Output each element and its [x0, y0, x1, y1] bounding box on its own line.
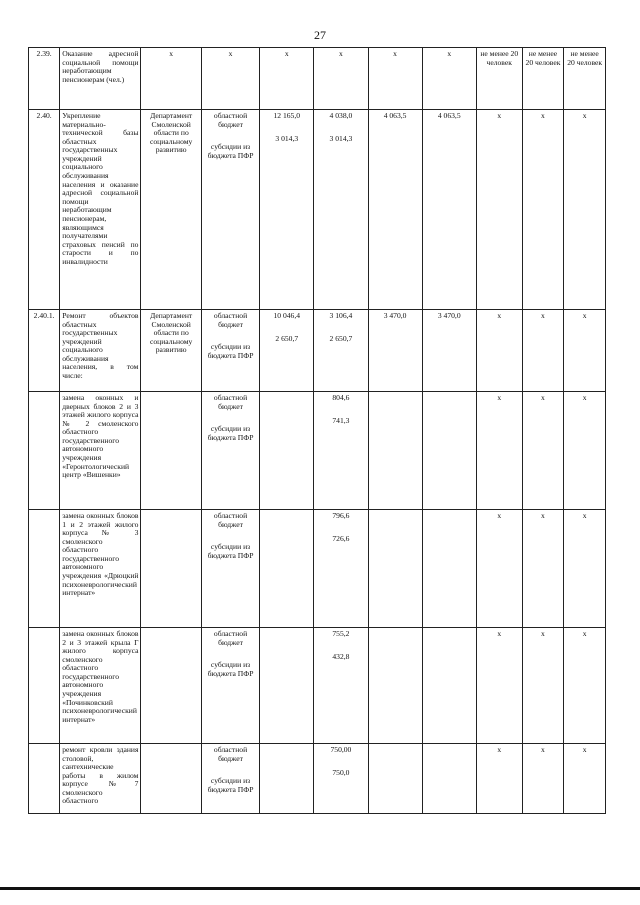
cell-indicator-1 — [476, 628, 522, 744]
bottom-rule — [0, 887, 640, 890]
cell-executor — [141, 744, 201, 814]
table-row — [29, 510, 606, 628]
cell-year-2 — [368, 628, 422, 744]
cell-source-text: областной бюджет — [213, 745, 248, 763]
cell-source — [201, 110, 259, 310]
cell-indicator-3-text: х — [582, 511, 587, 520]
cell-year-1-text: х — [339, 49, 343, 58]
cell-name-text: замена оконных и дверных блоков 2 и 3 этажей жилого корпуса № 2 смоленского областного государственного автономного учреждения «Геронтологический центр «Вишенки» — [62, 393, 139, 480]
cell-number-text: 2.40.1. — [33, 311, 55, 320]
cell-source — [201, 392, 259, 510]
cell-year-1-text: 796,6 — [332, 511, 350, 520]
cell-indicator-2-text: х — [541, 511, 545, 520]
cell-name — [60, 48, 141, 110]
cell-source-text: субсидии из бюджета ПФР — [207, 142, 254, 160]
cell-indicator-2-text: х — [541, 311, 545, 320]
cell-source-text: областной бюджет — [213, 629, 248, 647]
cell-year-2-text: 3 470,0 — [383, 311, 407, 320]
cell-indicator-1-text: х — [497, 111, 502, 120]
cell-source-text: х — [228, 49, 233, 58]
cell-name — [60, 510, 141, 628]
cell-year-2-text: х — [393, 49, 397, 58]
cell-total — [260, 744, 314, 814]
cell-total — [260, 310, 314, 392]
cell-name — [60, 628, 141, 744]
cell-year-3 — [422, 110, 476, 310]
cell-indicator-3 — [564, 110, 606, 310]
cell-spacer — [204, 329, 257, 343]
cell-year-1-text: 432,8 — [332, 651, 350, 661]
cell-indicator-2 — [522, 110, 564, 310]
cell-name-text: замена оконных блоков 1 и 2 этажей жилого корпуса № 3 смоленского областного государственного автономного учреждения «Дрюцкий психоневрологический интернат» — [62, 511, 139, 598]
cell-number — [29, 310, 60, 392]
cell-source-text: областной бюджет — [213, 393, 248, 411]
table-row — [29, 744, 606, 814]
cell-name — [60, 110, 141, 310]
cell-source-text: областной бюджет — [213, 111, 248, 129]
cell-year-1-text: 741,3 — [332, 415, 350, 425]
cell-year-3-text: х — [447, 49, 452, 58]
cell-total-text: 10 046,4 — [273, 311, 301, 320]
cell-total-text: 2 650,7 — [275, 333, 299, 343]
cell-source — [201, 310, 259, 392]
cell-year-1 — [314, 110, 368, 310]
cell-spacer — [262, 321, 311, 335]
cell-name-text: Ремонт объектов областных государственных учреждений социального обслуживания населения, в том числе: — [62, 311, 139, 381]
cell-source — [201, 628, 259, 744]
cell-indicator-3 — [564, 744, 606, 814]
cell-spacer — [316, 59, 365, 73]
cell-year-3 — [422, 628, 476, 744]
page-number: 27 — [314, 28, 326, 42]
cell-total — [260, 628, 314, 744]
cell-spacer — [262, 630, 311, 644]
cell-indicator-1-text: х — [497, 745, 502, 754]
cell-source — [201, 48, 259, 110]
cell-indicator-3-text: х — [582, 393, 587, 402]
cell-indicator-1 — [476, 392, 522, 510]
cell-year-3-text: 4 063,5 — [437, 111, 461, 120]
cell-year-1-text: 2 650,7 — [329, 333, 353, 343]
cell-executor — [141, 392, 201, 510]
table-row — [29, 628, 606, 744]
cell-number-text: 2.39. — [36, 49, 52, 58]
cell-indicator-1-text: х — [497, 311, 502, 320]
cell-name — [60, 310, 141, 392]
cell-executor — [141, 510, 201, 628]
cell-executor — [141, 48, 201, 110]
cell-indicator-2-text: х — [541, 629, 545, 638]
cell-spacer — [316, 639, 365, 653]
cell-year-1-text: 750,00 — [330, 745, 352, 754]
cell-indicator-2 — [522, 628, 564, 744]
cell-year-1 — [314, 392, 368, 510]
cell-executor-text: х — [169, 49, 174, 58]
cell-indicator-2-text: х — [541, 111, 545, 120]
cell-year-1 — [314, 744, 368, 814]
cell-year-1-text: 804,6 — [332, 393, 350, 402]
cell-total — [260, 392, 314, 510]
cell-executor-text: Департамент Смоленской области по социальному развитию — [150, 311, 193, 355]
cell-spacer — [262, 59, 311, 73]
cell-number — [29, 392, 60, 510]
cell-year-1-text: 4 038,0 — [329, 111, 353, 120]
cell-indicator-3-text: не менее 20 человек — [567, 49, 603, 67]
cell-indicator-2-text: не менее 20 человек — [525, 49, 561, 67]
cell-indicator-3 — [564, 628, 606, 744]
cell-source — [201, 510, 259, 628]
cell-indicator-3 — [564, 48, 606, 110]
cell-number-text: 2.40. — [36, 111, 52, 120]
cell-indicator-3 — [564, 310, 606, 392]
cell-year-2 — [368, 110, 422, 310]
cell-name-text: замена оконных блоков 2 и 3 этажей крыла Г жилого корпуса смоленского областного государственного автономного учреждения «Починковский психоневрологический интернат» — [62, 629, 139, 724]
cell-indicator-2-text: х — [541, 393, 545, 402]
cell-executor-text: Департамент Смоленской области по социальному развитию — [150, 111, 193, 155]
cell-year-1-text: 755,2 — [332, 629, 350, 638]
cell-year-3 — [422, 310, 476, 392]
cell-spacer — [204, 529, 257, 543]
cell-name-text: ремонт кровли здания столовой, сантехнические работы в жилом корпусе №7 смоленского областного — [62, 745, 139, 806]
cell-year-1-text: 726,6 — [332, 533, 350, 543]
cell-name-text: Оказание адресной социальной помощи неработающим пенсионерам (чел.) — [62, 49, 139, 84]
cell-indicator-1 — [476, 510, 522, 628]
cell-source-text: областной бюджет — [213, 511, 248, 529]
cell-year-1 — [314, 310, 368, 392]
cell-indicator-2 — [522, 744, 564, 814]
cell-spacer — [262, 512, 311, 526]
cell-year-1-text: 750,0 — [332, 767, 350, 777]
cell-spacer — [204, 129, 257, 143]
cell-year-2 — [368, 744, 422, 814]
cell-indicator-2 — [522, 510, 564, 628]
cell-indicator-1-text: х — [497, 511, 502, 520]
cell-name — [60, 744, 141, 814]
cell-number — [29, 48, 60, 110]
cell-indicator-1 — [476, 110, 522, 310]
cell-indicator-1-text: х — [497, 629, 502, 638]
cell-spacer — [204, 411, 257, 425]
cell-indicator-1 — [476, 310, 522, 392]
cell-spacer — [316, 403, 365, 417]
cell-year-2 — [368, 392, 422, 510]
cell-source-text: субсидии из бюджета ПФР — [207, 342, 254, 360]
cell-source-text: субсидии из бюджета ПФР — [207, 542, 254, 560]
cell-year-2 — [368, 510, 422, 628]
cell-indicator-3-text: х — [582, 745, 587, 754]
cell-indicator-1-text: х — [497, 393, 502, 402]
cell-year-3 — [422, 744, 476, 814]
program-table — [28, 47, 606, 814]
cell-year-3 — [422, 392, 476, 510]
cell-executor — [141, 628, 201, 744]
cell-source-text: субсидии из бюджета ПФР — [207, 776, 254, 794]
cell-source-text: субсидии из бюджета ПФР — [207, 424, 254, 442]
cell-year-3-text: 3 470,0 — [437, 311, 461, 320]
cell-indicator-3-text: х — [582, 111, 587, 120]
cell-year-1 — [314, 628, 368, 744]
cell-year-3 — [422, 510, 476, 628]
cell-spacer — [316, 121, 365, 135]
cell-number — [29, 510, 60, 628]
cell-indicator-1 — [476, 48, 522, 110]
cell-indicator-2 — [522, 48, 564, 110]
table-row — [29, 392, 606, 510]
cell-source — [201, 744, 259, 814]
cell-number — [29, 628, 60, 744]
cell-year-2 — [368, 48, 422, 110]
cell-total — [260, 510, 314, 628]
cell-indicator-3 — [564, 510, 606, 628]
cell-spacer — [204, 763, 257, 777]
cell-spacer — [204, 59, 257, 73]
cell-spacer — [262, 394, 311, 408]
cell-number — [29, 110, 60, 310]
cell-indicator-2 — [522, 310, 564, 392]
cell-spacer — [316, 521, 365, 535]
cell-indicator-1 — [476, 744, 522, 814]
table-row — [29, 48, 606, 110]
cell-year-1-text: 3 014,3 — [329, 133, 353, 143]
cell-name-text: Укрепление материально-технической базы областных государственных учреждений социального обслуживания населения и оказание адресной социальной помощи неработающим пенсионерам, являющимся получателями страховых пенсий по старости и по инвалидности — [62, 111, 139, 266]
cell-number — [29, 744, 60, 814]
cell-indicator-2 — [522, 392, 564, 510]
cell-executor — [141, 310, 201, 392]
table-row — [29, 110, 606, 310]
cell-total-text: 3 014,3 — [275, 133, 299, 143]
cell-total — [260, 48, 314, 110]
cell-spacer — [262, 121, 311, 135]
cell-spacer — [204, 647, 257, 661]
cell-source-text: областной бюджет — [213, 311, 248, 329]
cell-indicator-1-text: не менее 20 человек — [480, 49, 519, 67]
cell-executor — [141, 110, 201, 310]
cell-total-text: х — [284, 49, 289, 58]
cell-year-1 — [314, 510, 368, 628]
cell-indicator-3-text: х — [582, 629, 587, 638]
cell-indicator-3-text: х — [582, 311, 587, 320]
cell-spacer — [316, 755, 365, 769]
cell-spacer — [316, 321, 365, 335]
cell-source-text: субсидии из бюджета ПФР — [207, 660, 254, 678]
cell-indicator-3 — [564, 392, 606, 510]
cell-name — [60, 392, 141, 510]
cell-year-3 — [422, 48, 476, 110]
cell-total-text: 12 165,0 — [273, 111, 301, 120]
cell-year-1 — [314, 48, 368, 110]
cell-year-1-text: 3 106,4 — [329, 311, 353, 320]
cell-indicator-2-text: х — [541, 745, 545, 754]
table-row — [29, 310, 606, 392]
cell-year-2-text: 4 063,5 — [383, 111, 407, 120]
cell-total — [260, 110, 314, 310]
cell-year-2 — [368, 310, 422, 392]
cell-spacer — [262, 746, 311, 760]
